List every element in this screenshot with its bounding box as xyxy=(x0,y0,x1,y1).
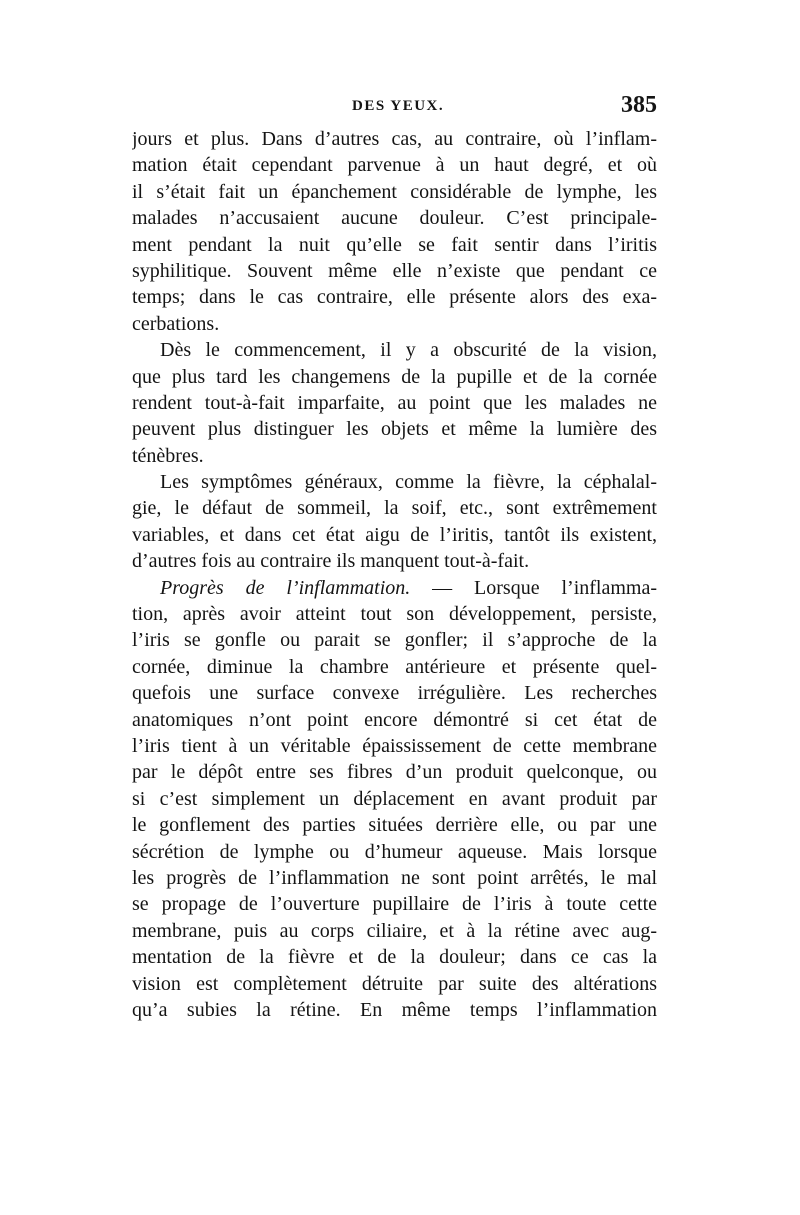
body-text xyxy=(132,126,657,1023)
text-line: si c’est simplement un déplacement en avant produit par xyxy=(132,787,657,810)
text-line: cornée, diminue la chambre antérieure et présente quel- xyxy=(132,655,657,678)
text-line: cerbations. xyxy=(132,312,220,335)
text-line: syphilitique. Souvent même elle n’existe que pendant ce xyxy=(132,259,657,282)
text-line: se propage de l’ouverture pupillaire de l’iris à toute cette xyxy=(132,893,657,916)
text-line: que plus tard les changemens de la pupille et de la cornée xyxy=(132,365,657,388)
text-line: Dès le commencement, il y a obscurité de la vision, xyxy=(160,339,657,362)
text-line: malades n’accusaient aucune douleur. C’est principale- xyxy=(132,207,657,230)
page-header xyxy=(132,92,657,122)
page-number: 385 xyxy=(621,92,657,118)
text-line: vision est complètement détruite par suite des altérations xyxy=(132,972,657,995)
running-head: DES YEUX. xyxy=(352,98,445,114)
text-line: rendent tout-à-fait imparfaite, au point que les malades ne xyxy=(132,391,657,414)
text-line: l’iris tient à un véritable épaississement de cette membrane xyxy=(132,734,657,757)
text-line: temps; dans le cas contraire, elle présente alors des exa- xyxy=(132,286,657,309)
text-line: il s’était fait un épanchement considérable de lymphe, les xyxy=(132,180,657,203)
text-line: variables, et dans cet état aigu de l’iritis, tantôt ils existent, xyxy=(132,523,657,546)
text-line: quefois une surface convexe irrégulière. Les recherches xyxy=(132,682,657,705)
text-line: les progrès de l’inflammation ne sont point arrêtés, le mal xyxy=(132,866,657,889)
section-heading-continuation: — Lorsque l’inflamma- xyxy=(410,576,657,599)
section-heading: Progrès de l’inflammation. xyxy=(160,576,411,599)
text-line: Les symptômes généraux, comme la fièvre, la céphalal- xyxy=(160,471,657,494)
text-line: l’iris se gonfle ou parait se gonfler; il s’approche de la xyxy=(132,629,657,652)
text-line: qu’a subies la rétine. En même temps l’inflammation xyxy=(132,998,657,1021)
text-line: anatomiques n’ont point encore démontré si cet état de xyxy=(132,708,657,731)
text-line: par le dépôt entre ses fibres d’un produit quelconque, ou xyxy=(132,761,657,784)
text-line: sécrétion de lymphe ou d’humeur aqueuse. Mais lorsque xyxy=(132,840,657,863)
text-line: mentation de la fièvre et de la douleur; dans ce cas la xyxy=(132,946,657,969)
text-line: gie, le défaut de sommeil, la soif, etc., sont extrêmement xyxy=(132,497,657,520)
section-heading-line xyxy=(132,575,657,601)
text-line: peuvent plus distinguer les objets et même la lumière des xyxy=(132,418,657,441)
text-line: ment pendant la nuit qu’elle se fait sentir dans l’iritis xyxy=(132,233,657,256)
text-line: tion, après avoir atteint tout son développement, persiste, xyxy=(132,603,657,626)
text-line: membrane, puis au corps ciliaire, et à la rétine avec aug- xyxy=(132,919,657,942)
text-line: mation était cependant parvenue à un haut degré, et où xyxy=(132,154,657,177)
text-line: ténèbres. xyxy=(132,444,204,467)
text-line: jours et plus. Dans d’autres cas, au contraire, où l’inflam- xyxy=(132,128,657,150)
text-line: d’autres fois au contraire ils manquent tout-à-fait. xyxy=(132,550,530,573)
text-line: le gonflement des parties situées derrière elle, ou par une xyxy=(132,814,657,837)
